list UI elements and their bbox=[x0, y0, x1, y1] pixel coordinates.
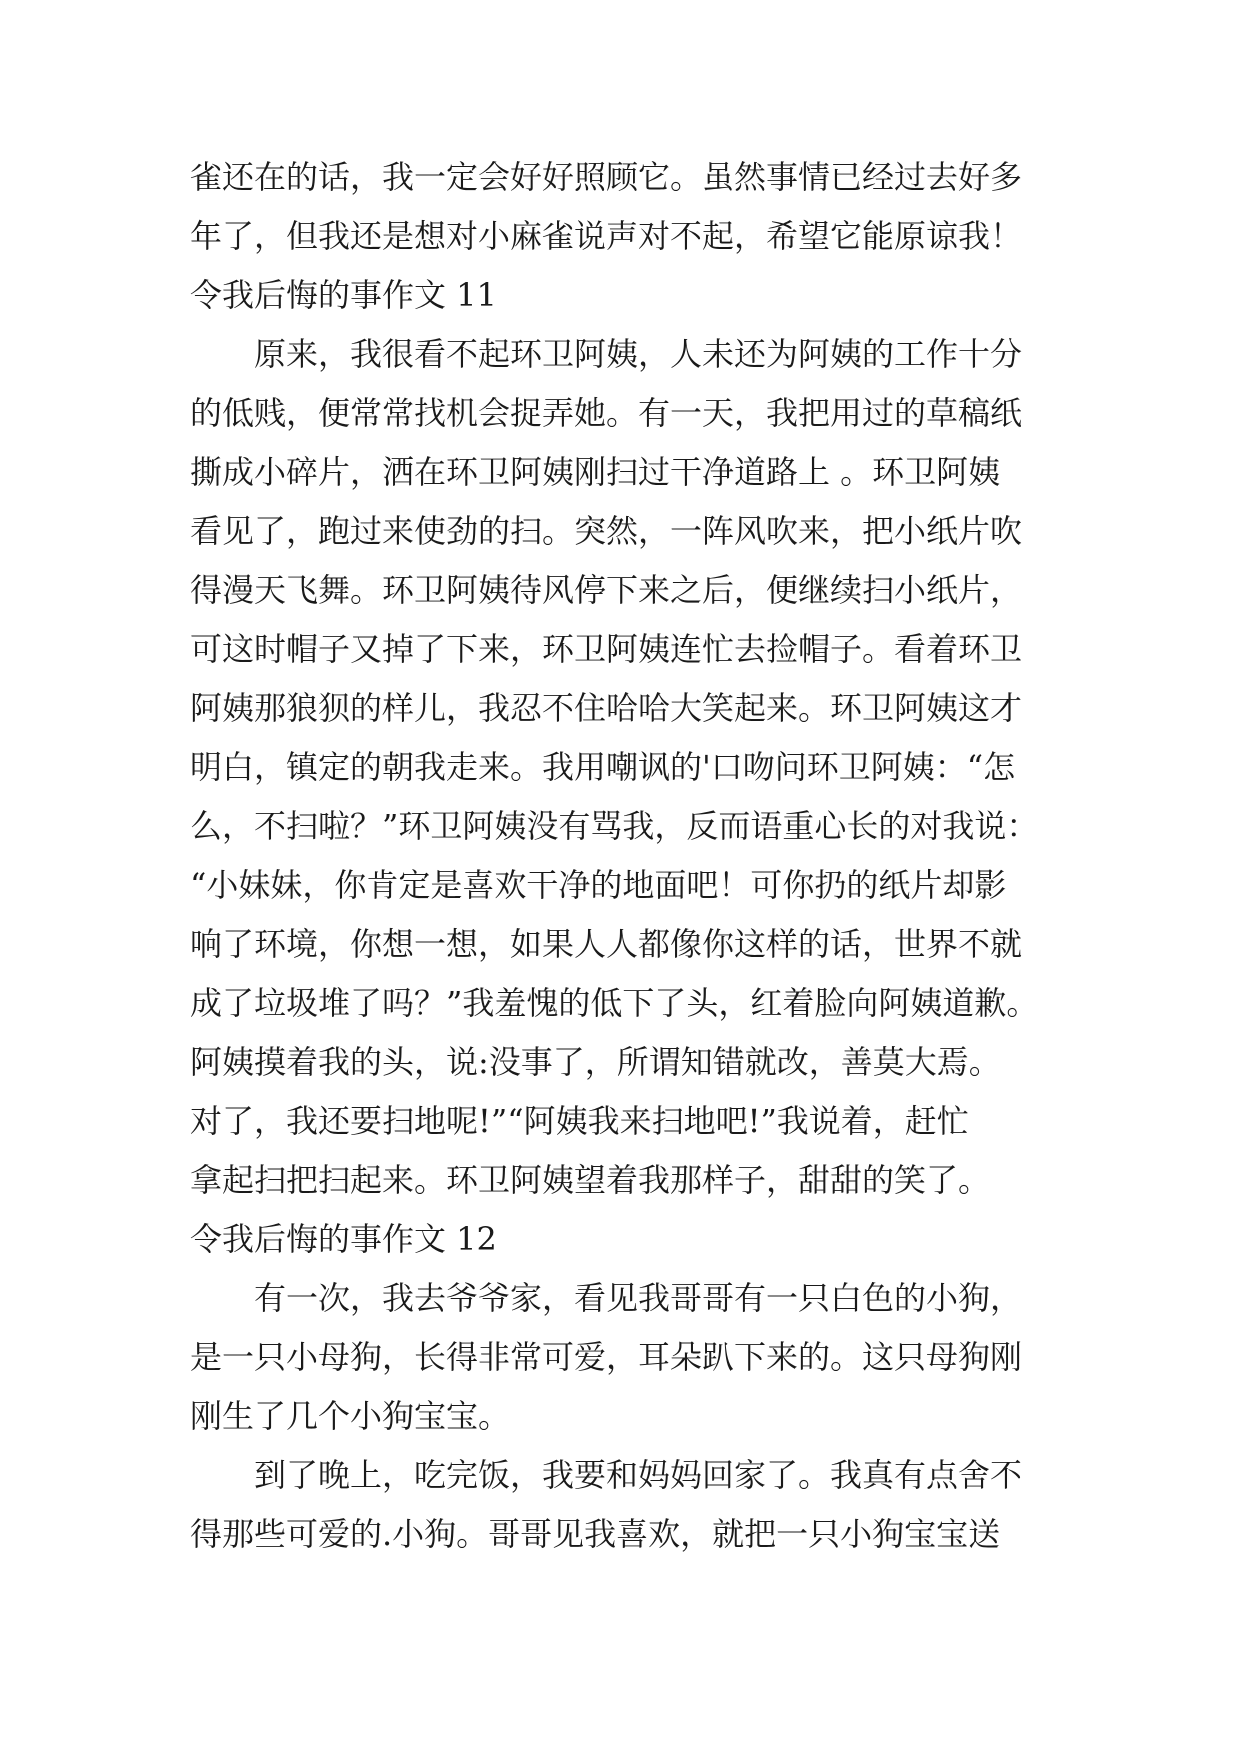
text-line: 阿姨那狼狈的样儿，我忍不住哈哈大笑起来。环卫阿姨这才 bbox=[190, 689, 1023, 727]
text-line: 得那些可爱的.小狗。哥哥见我喜欢，就把一只小狗宝宝送 bbox=[190, 1515, 1001, 1553]
text-line: 刚生了几个小狗宝宝。 bbox=[190, 1397, 511, 1435]
text-line: 拿起扫把扫起来。环卫阿姨望着我那样子，甜甜的笑了。 bbox=[190, 1161, 991, 1199]
section-heading: 令我后悔的事作文 11 bbox=[190, 276, 497, 314]
document-body bbox=[190, 148, 1060, 1564]
text-line: 明白，镇定的朝我走来。我用嘲讽的'口吻问环卫阿姨：“怎 bbox=[190, 748, 1016, 786]
text-line: 响了环境，你想一想，如果人人都像你这样的话，世界不就 bbox=[190, 925, 1023, 963]
paragraph-first-line: 原来，我很看不起环卫阿姨，人未还为阿姨的工作十分 bbox=[254, 335, 1023, 373]
text-line: 是一只小母狗，长得非常可爱，耳朵趴下来的。这只母狗刚 bbox=[190, 1338, 1023, 1376]
text-line: 得漫天飞舞。环卫阿姨待风停下来之后，便继续扫小纸片， bbox=[190, 571, 1023, 609]
text-line: 的低贱，便常常找机会捉弄她。有一天，我把用过的草稿纸 bbox=[190, 394, 1023, 432]
text-line: 么，不扫啦？”环卫阿姨没有骂我，反而语重心长的对我说： bbox=[190, 807, 1039, 845]
section-heading: 令我后悔的事作文 12 bbox=[190, 1220, 497, 1258]
text-line: 对了，我还要扫地呢!”“阿姨我来扫地吧!”我说着，赶忙 bbox=[190, 1102, 969, 1140]
text-line: 成了垃圾堆了吗？”我羞愧的低下了头，红着脸向阿姨道歉。 bbox=[190, 984, 1039, 1022]
paragraph-first-line: 到了晚上，吃完饭，我要和妈妈回家了。我真有点舍不 bbox=[254, 1456, 1023, 1494]
text-line: 阿姨摸着我的头，说:没事了，所谓知错就改，善莫大焉。 bbox=[190, 1043, 1001, 1081]
text-line: 年了，但我还是想对小麻雀说声对不起，希望它能原谅我！ bbox=[190, 217, 1023, 255]
text-line: 雀还在的话，我一定会好好照顾它。虽然事情已经过去好多 bbox=[190, 158, 1023, 196]
text-line: 撕成小碎片，洒在环卫阿姨刚扫过干净道路上 。环卫阿姨 bbox=[190, 453, 1001, 491]
paragraph-first-line: 有一次，我去爷爷家，看见我哥哥有一只白色的小狗， bbox=[254, 1279, 1023, 1317]
text-line: “小妹妹，你肯定是喜欢干净的地面吧！可你扔的纸片却影 bbox=[190, 866, 1007, 904]
text-line: 可这时帽子又掉了下来，环卫阿姨连忙去捡帽子。看着环卫 bbox=[190, 630, 1023, 668]
text-line: 看见了，跑过来使劲的扫。突然，一阵风吹来，把小纸片吹 bbox=[190, 512, 1023, 550]
